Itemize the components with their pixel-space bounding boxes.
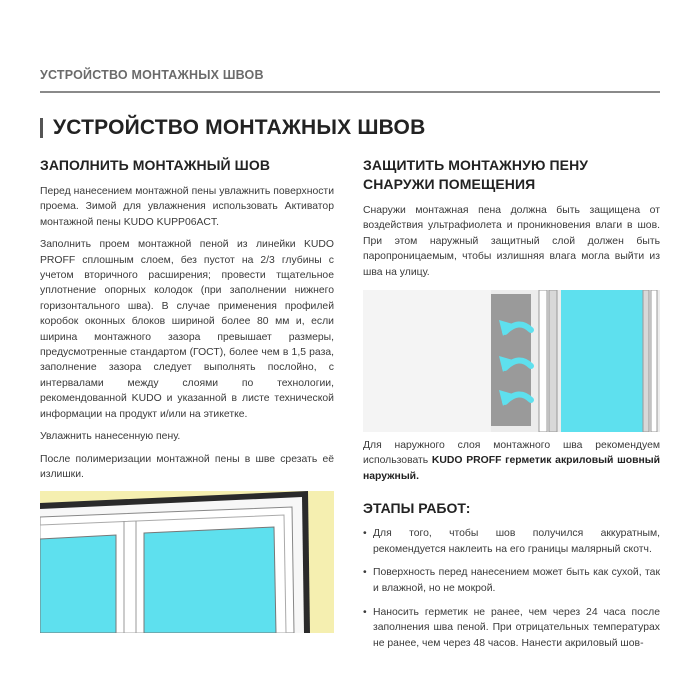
page-title	[40, 116, 425, 140]
list-item-text: Для того, чтобы шов получился аккуратным, рекомендуется наклеить на его границы малярный скотч.	[373, 528, 660, 555]
illustration-caption	[363, 438, 660, 484]
joint-section-drawing	[363, 290, 660, 432]
list-item	[363, 526, 660, 557]
bullet: •	[363, 606, 367, 618]
page-title-text: УСТРОЙСТВО МОНТАЖНЫХ ШВОВ	[53, 116, 426, 139]
list-item-text: Наносить герметик не ранее, чем через 24 часа после заполнения шва пеной. При отрицательных температурах не ранее, чем через 48 часов. Нанести акриловый шов-	[373, 606, 660, 649]
heading-line-1: ЗАЩИТИТЬ МОНТАЖНУЮ ПЕНУ	[363, 157, 589, 173]
list-item-text: Поверхность перед нанесением может быть как сухой, так и влажной, но не мокрой.	[373, 567, 660, 595]
paragraph: Перед нанесением монтажной пены увлажнить поверхности проема. Зимой для увлажнения использовать Активатор монтажной пены KUDO KUPP06ACT.	[40, 186, 334, 228]
bullet: •	[363, 567, 367, 579]
list-item	[363, 565, 660, 596]
paragraph: Заполнить проем монтажной пеной из линейки KUDO PROFF сплошным слоем, без пустот на 2/3 глубины с учетом вторичного расширения; провести тщательное уплотнение опорных колодок (при заполнении нижнего горизонтального шва). В случае применения профилей коробок оконных блоков шириной более 80 мм и, если ширина монтажного зазора превышает размеры, предусмотренные стандартом (ГОСТ), более чем в 1,5 раза, заполнение зазора следует выполнять послойно, с интервалами между слоями по технологии, рекомендованной KUDO и указанной в листе технической информации на продукт и/или на этикетке.	[40, 239, 334, 420]
section-heading-protect-foam	[363, 156, 660, 194]
left-column	[40, 156, 334, 633]
paragraph: Увлажнить нанесенную пену.	[40, 431, 181, 443]
window-foam-illustration	[40, 491, 334, 633]
right-column	[363, 156, 660, 659]
caption-text: Для наружного слоя монтажного шва рекомендуем использовать	[363, 440, 660, 467]
paragraph: После полимеризации монтажной пены в шве срезать её излишки.	[40, 453, 334, 480]
caption-product-name: KUDO PROFF герметик акриловый шовный наружный.	[363, 455, 661, 482]
stages-heading: ЭТАПЫ РАБОТ:	[363, 500, 471, 517]
running-header: УСТРОЙСТВО МОНТАЖНЫХ ШВОВ	[40, 68, 264, 82]
window-frame-drawing	[40, 491, 334, 633]
section-heading-fill-joint: ЗАПОЛНИТЬ МОНТАЖНЫЙ ШОВ	[40, 157, 271, 173]
paragraph: Снаружи монтажная пена должна быть защищена от воздействия ультрафиолета и проникновения влаги в шов. При этом наружный защитный слой должен быть паропроницаемым, чтобы излишняя влага могла выйти из шва на улицу.	[363, 205, 660, 278]
joint-section-illustration	[363, 290, 660, 432]
header-rule	[40, 91, 660, 93]
title-accent-bar	[40, 118, 43, 138]
bullet: •	[363, 528, 367, 540]
heading-line-2: СНАРУЖИ ПОМЕЩЕНИЯ	[363, 176, 536, 192]
stages-list	[363, 526, 660, 651]
list-item	[363, 605, 660, 652]
